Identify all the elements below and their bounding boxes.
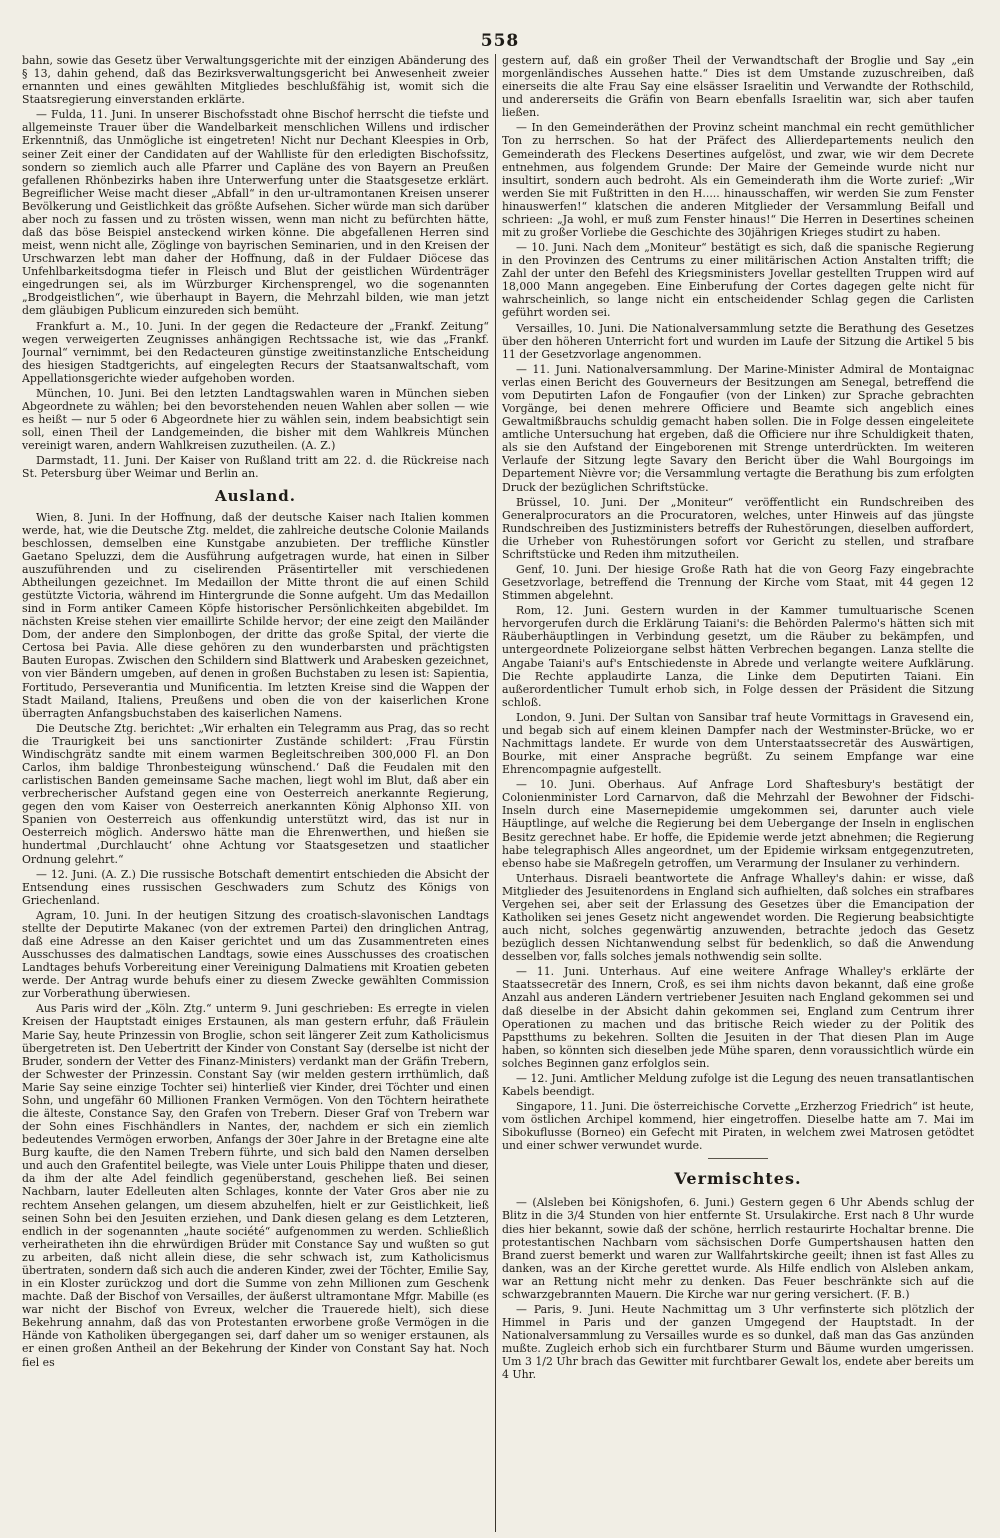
- left-column: [22, 54, 489, 1532]
- article-paragraph: Singapore, 11. Juni. Die österreichische Corvette „Erzherzog Friedrich“ ist heute, vom östlichen Archipel kommend, hier eingetroffen. Dieselbe hatte am 7. Mai im Sibokuflusse (Borneo) ein Gefecht mit Piraten, in welchem zwei Matrosen getödtet und einer schwer verwundet wurde.: [502, 1100, 974, 1153]
- article-paragraph: Versailles, 10. Juni. Die Nationalversammlung setzte die Berathung des Gesetzes über den höheren Unterricht fort und wurden im Laufe der Sitzung die Artikel 5 bis 11 der Gesetzvorlage angenommen.: [502, 321, 974, 361]
- article-paragraph: Genf, 10. Juni. Der hiesige Große Rath hat die von Georg Fazy eingebrachte Gesetzvorlage, betreffend die Trennung der Kirche vom Staat, mit 44 gegen 12 Stimmen abgelehnt.: [502, 562, 974, 603]
- article-paragraph: — Fulda, 11. Juni. In unserer Bischofsstadt ohne Bischof herrscht die tiefste und allgemeinste Trauer über die Wandelbarkeit menschlichen Willens und irdischer Erkenntniß, das Unmögliche ist eingetreten! Nicht nur Dechant Kleespies in Orb, seiner Zeit einer der Candidaten auf der Wahlliste für den erledigten Bischofssitz, sondern so ziemlich auch alle Pfarrer und Capläne des von Bayern an Preußen gefallenen Rhönbezirks haben ihre Unterwerfung unter die Staatsgesetze erklärt. Begreiflicher Weise macht dieser „Abfall“ in den ur-ultramontanen Kreisen unserer Bevölkerung und Geistlichkeit das größte Aufsehen. Sicher würde man sich darüber aber noch zu fassen und zu trösten wissen, wenn man nicht zu befürchten hätte, daß das böse Beispiel ansteckend wirken könne. Die abgefallenen Herren sind meist, wenn nicht alle, Zöglinge von bayrischen Seminarien, und in den Kreisen der Urschwarzen lebt man daher der Hoffnung, daß in der Fuldaer Diöcese das Unfehlbarkeitsdogma tiefer in Fleisch und Blut der geistlichen Würdenträger eingedrungen sei, als im Würzburger Kirchensprengel, wo die sogenannten „Brodgeistlichen“, wie überhaupt in Bayern, die Mehrzahl bilden, wie man jetzt dem gläubigen Publicum einzureden sich bemüht.: [22, 108, 489, 318]
- article-paragraph: Brüssel, 10. Juni. Der „Moniteur“ veröffentlicht ein Rundschreiben des Generalprocurators an die Procuratoren, welches, unter Hinweis auf das jüngste Rundschreiben des Justizministers betreffs der Ruhestörungen, dieselben auffordert, die Urheber von Ruhestörungen sofort vor Gericht zu stellen, und strafbare Schriftstücke und Reden ihm mitzutheilen.: [502, 495, 974, 561]
- article-paragraph: — 10. Juni. Oberhaus. Auf Anfrage Lord Shaftesbury's bestätigt der Colonienminister Lord Carnarvon, daß die Mehrzahl der Bewohner der Fidschi-Inseln durch eine Masernepidemie umgekommen sei, darunter auch viele Häuptlinge, auf welche die Regierung bei dem Uebergange der Inseln in englischen Besitz gerechnet habe. Er hoffe, die Epidemie werde jetzt abnehmen; die Regierung habe telegraphisch Alles angeordnet, um der Epidemie wirksam entgegenzutreten, ebenso habe sie Maßregeln getroffen, um Verarmung der Insulaner zu verhindern.: [502, 778, 974, 870]
- section-divider: [708, 1158, 768, 1159]
- article-paragraph: — 11. Juni. Nationalversammlung. Der Marine-Minister Admiral de Montaignac verlas einen Bericht des Gouverneurs der Besitzungen am Senegal, betreffend die vom Deputirten Lafon de Fongaufier (von der Linken) zur Sprache gebrachten Vorgänge, bei denen mehrere Officiere und Beamte sich angeblich eines Gewaltmißbrauchs schuldig gemacht haben sollen. Die in Folge dessen eingeleitete amtliche Untersuchung hat ergeben, daß die Officiere nur ihre Schuldigkeit thaten, als sie den Aufstand der Eingeborenen mit Strenge unterdrückten. Im weiteren Verlaufe der Sitzung legte Savary den Bericht über die Wahl Bourgoings im Departement Nièvre vor; die Versammlung vertagte die Berathung bis zum erfolgten Druck der bezüglichen Schriftstücke.: [502, 362, 974, 494]
- article-paragraph: — 11. Juni. Unterhaus. Auf eine weitere Anfrage Whalley's erklärte der Staatssecretär des Innern, Croß, es sei ihm nichts davon bekannt, daß eine große Anzahl aus anderen Ländern vertriebener Jesuiten nach England gekommen sei und daß dieselbe in der Absicht dahin gekommen sei, England zum Centrum ihrer Operationen zu machen und das britische Reich wieder zu der Politik des Papstthums zu bekehren. Sollten die Jesuiten in der That diesen Plan im Auge haben, so könnten sich dieselben jede Mühe sparen, denn voraussichtlich würde ein solches Beginnen ganz erfolglos sein.: [502, 965, 974, 1070]
- article-paragraph: — In den Gemeinderäthen der Provinz scheint manchmal ein recht gemüthlicher Ton zu herrschen. So hat der Präfect des Allierdepartements neulich den Gemeinderath des Fleckens Desertines aufgelöst, und zwar, wie wir dem Decrete entnehmen, aus folgendem Grunde: Der Maire der Gemeinde wurde nicht nur insultirt, sondern auch bedroht. Als ein Gemeinderath ihm die Worte zurief: „Wir werden Sie mit Fußtritten in den H..... hinausschaffen, wir werden Sie zum Fenster hinauswerfen!“ klatschen die anderen Mitglieder der Versammlung Beifall und schrieen: „Ja wohl, er muß zum Fenster hinaus!“ Die Herren in Desertines scheinen mit zu großer Vorliebe die Geschichte des 30jährigen Krieges studirt zu haben.: [502, 121, 974, 240]
- article-paragraph: — 12. Juni. Amtlicher Meldung zufolge ist die Legung des neuen transatlantischen Kabels beendigt.: [502, 1071, 974, 1099]
- article-paragraph: — (Alsleben bei Königshofen, 6. Juni.) Gestern gegen 6 Uhr Abends schlug der Blitz in die 3/4 Stunden von hier entfernte St. Ursulakirche. Erst nach 8 Uhr wurde dies hier bekannt, sowie daß der schöne, herrlich restaurirte Hochaltar brenne. Die protestantischen Nachbarn vom sächsischen Dorfe Gumpertshausen hatten den Brand zuerst bemerkt und waren zur Wallfahrtskirche geeilt; ihnen ist fast Alles zu danken, was an der Kirche gerettet wurde. Als Hilfe endlich von Alsleben ankam, war an Rettung nicht mehr zu denken. Das Feuer beschränkte sich auf die schwarzgebrannten Mauern. Die Kirche war nur gering versichert. (F. B.): [502, 1196, 974, 1301]
- column-divider: [495, 54, 496, 1532]
- article-paragraph: Darmstadt, 11. Juni. Der Kaiser von Rußland tritt am 22. d. die Rückreise nach St. Petersburg über Weimar und Berlin an.: [22, 454, 489, 481]
- article-paragraph: — 12. Juni. (A. Z.) Die russische Botschaft dementirt entschieden die Absicht der Entsendung eines russischen Geschwaders zum Schutz des Königs von Griechenland.: [22, 867, 489, 907]
- article-paragraph: bahn, sowie das Gesetz über Verwaltungsgerichte mit der einzigen Abänderung des § 13, dahin gehend, daß das Bezirksverwaltungsgericht bei Anwesenheit zweier ernannten und eines gewählten Mitgliedes beschlußfähig ist, womit sich die Staatsregierung einverstanden erklärte.: [22, 54, 489, 107]
- article-paragraph: gestern auf, daß ein großer Theil der Verwandtschaft der Broglie und Say „ein morgenländisches Aussehen hatte.“ Dies ist dem Umstande zuzuschreiben, daß einerseits die alte Frau Say eine elsässer Israelitin und Verwandte der Rothschild, und andererseits die Gräfin von Bearn ebenfalls Israelitin war, sich aber taufen ließen.: [502, 54, 974, 120]
- article-paragraph: Aus Paris wird der „Köln. Ztg.“ unterm 9. Juni geschrieben: Es erregte in vielen Kreisen der Hauptstadt einiges Erstaunen, als man gestern erfuhr, daß Fräulein Marie Say, heute Prinzessin von Broglie, schon seit längerer Zeit zum Katholicismus übergetreten ist. Den Uebertritt der Kinder von Constant Say (derselbe ist nicht der Bruder, sondern der Vetter des Finanz-Ministers) verdankt man der Gräfin Trebern, der Schwester der Prinzessin. Constant Say (wir melden gestern irrthümlich, daß Marie Say seine einzige Tochter sei) hinterließ vier Kinder, drei Töchter und einen Sohn, und ungefähr 60 Millionen Franken Vermögen. Von den Töchtern heirathete die älteste, Constance Say, den Grafen von Trebern. Dieser Graf von Trebern war der Sohn eines Fischhändlers in Nantes, der, nachdem er sich ein ziemlich bedeutendes Vermögen erworben, Anfangs der 30er Jahre in der Bretagne eine alte Burg kaufte, die den Namen Trebern führte, und sich bald den Namen derselben und auch den Grafentitel beilegte, was Viele unter Louis Philippe thaten und dieser, da ihm der alte Adel feindlich gegenüberstand, geschehen ließ. Bei seinen Nachbarn, lauter Edelleuten alten Schlages, konnte der Vater Gros aber nie zu rechtem Ansehen gelangen, um diesem abzuhelfen, hielt er zur Geistlichkeit, ließ seinen Sohn bei den Jesuiten erziehen, und Dank diesen gelang es dem Letzteren, endlich in der sogenannten „haute société“ aufgenommen zu werden. Schließlich verheiratheten ihn die ehrwürdigen Brüder mit Constance Say und wußten so gut zu arbeiten, daß nicht allein diese, die sehr schwach ist, zum Katholicismus übertraten, sondern daß sich auch die anderen Kinder, zwei der Töchter, Emilie Say, in ein Kloster zurückzog und dort die Summe von zehn Millionen zum Geschenk machte. Daß der Bischof von Versailles, der äußerst ultramontane Mfgr. Mabille (es war nicht der Bischof von Evreux, welcher die Trauerede hielt), sich diese Bekehrung annahm, daß das von Protestanten erworbene große Vermögen in die Hände von Katholiken übergegangen sei, darf daher um so weniger erstaunen, als er einen großen Antheil an der Bekehrung der Kinder von Constant Say hat. Noch fiel es: [22, 1002, 489, 1369]
- article-paragraph: Rom, 12. Juni. Gestern wurden in der Kammer tumultuarische Scenen hervorgerufen durch die Erklärung Taiani's: die Behörden Palermo's hätten sich mit Räuberhäuptlingen in Verbindung gesetzt, um die Räuber zu bekämpfen, und untergeordnete Polizeiorgane selbst hätten Verbrechen begangen. Lanza stellte die Angabe Taiani's auf's Entschiedenste in Abrede und verlangte weitere Aufklärung. Die Rechte applaudirte Lanza, die Linke dem Deputirten Taiani. Ein außerordentlicher Tumult erhob sich, in Folge dessen der Präsident die Sitzung schloß.: [502, 604, 974, 709]
- article-paragraph: — 10. Juni. Nach dem „Moniteur“ bestätigt es sich, daß die spanische Regierung in den Provinzen des Centrums zu einer militärischen Action Anstalten trifft; die Zahl der unter den Befehl des Kriegsministers Jovellar gestellten Truppen wird auf 18,000 Mann angegeben. Eine Einberufung der Cortes dagegen gelte nicht für wahrscheinlich, so lange nicht ein entscheidender Schlag gegen die Carlisten geführt worden sei.: [502, 241, 974, 320]
- article-paragraph: Agram, 10. Juni. In der heutigen Sitzung des croatisch-slavonischen Landtags stellte der Deputirte Makanec (von der extremen Partei) den dringlichen Antrag, daß eine Adresse an den Kaiser gerichtet und um das Zusammentreten eines Ausschusses des dalmatischen Landtags, sowie eines Ausschusses des croatischen Landtages behufs Vorbereitung einer Vereinigung Dalmatiens mit Kroatien gebeten werde. Der Antrag wurde behufs einer zu diesem Zwecke gewählten Commission zur Vorberathung überwiesen.: [22, 908, 489, 1001]
- article-paragraph: — Paris, 9. Juni. Heute Nachmittag um 3 Uhr verfinsterte sich plötzlich der Himmel in Paris und der ganzen Umgegend der Hauptstadt. In der Nationalversammlung zu Versailles wurde es so dunkel, daß man das Gas anzünden mußte. Zugleich erhob sich ein furchtbarer Sturm und Bäume wurden umgerissen. Um 3 1/2 Uhr brach das Gewitter mit furchtbarer Gewalt los, endete aber bereits um 4 Uhr.: [502, 1303, 974, 1382]
- section-heading-vermischtes: Vermischtes.: [674, 1169, 802, 1189]
- article-paragraph: London, 9. Juni. Der Sultan von Sansibar traf heute Vormittags in Gravesend ein, und begab sich auf einem kleinen Dampfer nach der Westminster-Brücke, wo er Nachmittags landete. Er wurde von dem Unterstaatssecretär des Auswärtigen, Bourke, mit einer Ansprache begrüßt. Zu seinem Empfange war eine Ehrencompagnie aufgestellt.: [502, 710, 974, 777]
- page-number: 558: [480, 31, 520, 51]
- article-paragraph: München, 10. Juni. Bei den letzten Landtagswahlen waren in München sieben Abgeordnete zu wählen; bei den bevorstehenden neuen Wahlen aber sollen — wie es heißt — nur 5 oder 6 Abgeordnete hier zu wählen sein, indem beabsichtigt sein soll, einen Theil der Landgemeinden, die bisher mit dem Wahlkreis München vereinigt waren, andern Wahlkreisen zuzutheilen. (A. Z.): [22, 386, 489, 453]
- article-paragraph: Frankfurt a. M., 10. Juni. In der gegen die Redacteure der „Frankf. Zeitung“ wegen verweigerten Zeugnisses anhängigen Rechtssache ist, wie das „Frankf. Journal“ vernimmt, bei den Redacteuren günstige zweitinstanzliche Entscheidung des hiesigen Stadtgerichts, auf eingelegten Recurs der Staatsanwaltschaft, vom Appellationsgerichte wieder aufgehoben worden.: [22, 319, 489, 385]
- article-paragraph: Die Deutsche Ztg. berichtet: „Wir erhalten ein Telegramm aus Prag, das so recht die Traurigkeit bei uns sanctionirter Zustände schildert: ‚Frau Fürstin Windischgrätz sandte mit einem warmen Begleitschreiben 300,000 Fl. an Don Carlos, ihm baldige Thronbesteigung wünschend.‘ Daß die Feudalen mit den carlistischen Banden gemeinsame Sache machen, liegt wohl im Blut, daß aber ein verbrecherischer Aufstand gegen eine von Oesterreich anerkannte Regierung, gegen den vom Kaiser von Oesterreich anerkannten König Alphonso XII. von Spanien von Oesterreich aus offenkundig unterstützt wird, das ist nur in Oesterreich möglich. Anderswo hätte man die Ehrenwerthen, und hießen sie hundertmal ‚Durchlaucht‘ ohne Achtung vor Staatsgesetzen und staatlicher Ordnung gelehrt.“: [22, 721, 489, 866]
- article-paragraph: Unterhaus. Disraeli beantwortete die Anfrage Whalley's dahin: er wisse, daß Mitglieder des Jesuitenordens in England sich aufhielten, daß solches ein strafbares Vergehen sei, aber seit der Erlassung des Gesetzes über die Emancipation der Katholiken sei jenes Gesetz nicht angewendet worden. Die Regierung beabsichtigte auch nicht, solches gegenwärtig anzuwenden, betrachte jedoch das Gesetz bezüglich dessen Nichtanwendung selbst für bedenklich, so daß die Anwendung desselben vor, falls solches jemals nothwendig sein sollte.: [502, 871, 974, 964]
- article-paragraph: Wien, 8. Juni. In der Hoffnung, daß der deutsche Kaiser nach Italien kommen werde, hat, wie die Deutsche Ztg. meldet, die zahlreiche deutsche Colonie Mailands beschlossen, demselben eine Kunstgabe anzubieten. Der treffliche Künstler Gaetano Speluzzi, dem die Ausführung aufgetragen wurde, hat einen in Silber auszuführenden und zu ciselirenden Präsentirteller mit verschiedenen Abtheilungen gezeichnet. Im Medaillon der Mitte thront die auf einen Schild gestützte Victoria, während im Hintergrunde die Sonne aufgeht. Um das Medaillon sind in Form antiker Cameen Köpfe historischer Persönlichkeiten abgebildet. Im nächsten Kreise stehen vier emaillirte Schilde hervor; der eine zeigt den Mailänder Dom, der andere den Simplonbogen, der dritte das große Spital, der vierte die Certosa bei Pavia. Alle diese gehören zu den wunderbarsten und prächtigsten Bauten Europas. Zwischen den Schildern sind Blattwerk und Arabesken gezeichnet, von vier Bändern umgeben, auf denen in großen Buchstaben zu lesen ist: Sapientia, Fortitudo, Perseverantia und Munificentia. Im letzten Kreise sind die Wappen der Stadt Mailand, Italiens, Preußens und oben die von der kaiserlichen Krone überragten Anfangsbuchstaben des kaiserlichen Namens.: [22, 510, 489, 720]
- section-heading-ausland: Ausland.: [214, 486, 297, 505]
- right-column: [502, 54, 974, 1532]
